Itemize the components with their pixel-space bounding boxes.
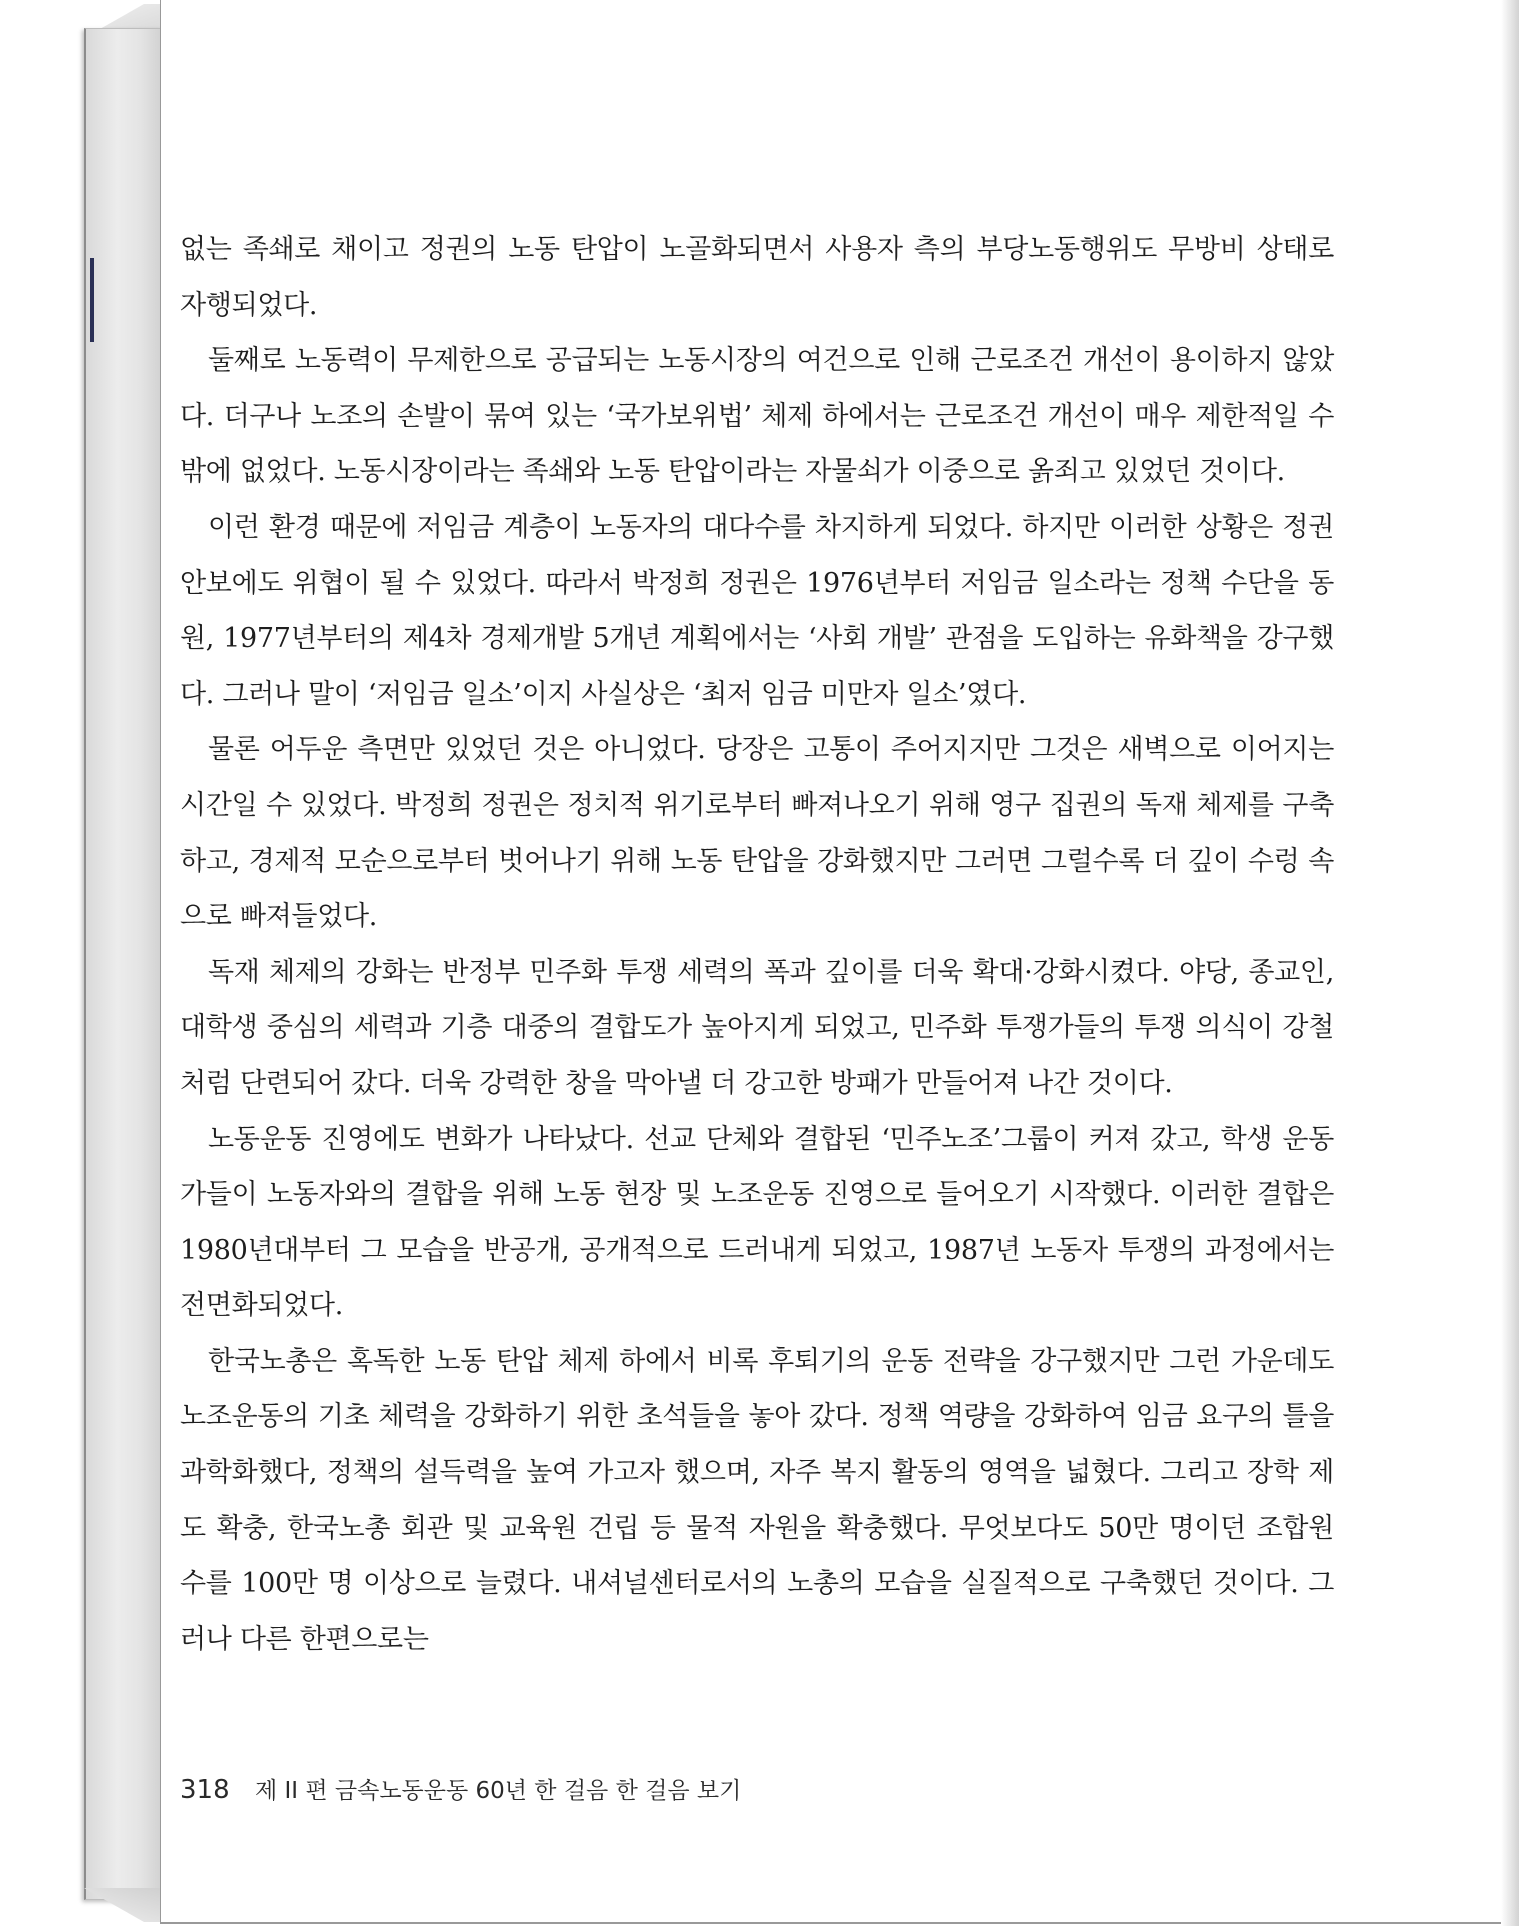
paragraph-1: 없는 족쇄로 채이고 정권의 노동 탄압이 노골화되면서 사용자 측의 부당노동행위도 무방비 상태로 자행되었다. <box>180 234 1334 321</box>
paragraph-6: 노동운동 진영에도 변화가 나타났다. 선교 단체와 결합된 ‘민주노조’그룹이 커져 갔고, 학생 운동가들이 노동자와의 결합을 위해 노동 현장 및 노조운동 진영으로 들어오기 시작했다. 이러한 결합은 1980년대부터 그 모습을 반공개, 공개적으로 드러내게 되었고, 1987년 노동자 투쟁의 과정에서는 전면화되었다. <box>180 1123 1334 1322</box>
page-number: 318 <box>180 1775 230 1805</box>
paragraph-5: 독재 체제의 강화는 반정부 민주화 투쟁 세력의 폭과 깊이를 더욱 확대·강화시켰다. 야당, 종교인, 대학생 중심의 세력과 기층 대중의 결합도가 높아지게 되었고, 민주화 투쟁가들의 투쟁 의식이 강철처럼 단련되어 갔다. 더욱 강력한 창을 막아낼 더 강고한 방패가 만들어져 나간 것이다. <box>180 956 1334 1099</box>
book-spine <box>84 28 164 1900</box>
body-text <box>180 222 1334 1667</box>
paragraph-2: 둘째로 노동력이 무제한으로 공급되는 노동시장의 여건으로 인해 근로조건 개선이 용이하지 않았다. 더구나 노조의 손발이 묶여 있는 ‘국가보위법’ 체제 하에서는 근로조건 개선이 매우 제한적일 수밖에 없었다. 노동시장이라는 족쇄와 노동 탄압이라는 자물쇠가 이중으로 옭죄고 있었던 것이다. <box>180 345 1334 488</box>
paragraph-3: 이런 환경 때문에 저임금 계층이 노동자의 대다수를 차지하게 되었다. 하지만 이러한 상황은 정권 안보에도 위협이 될 수 있었다. 따라서 박정희 정권은 1976년부터 저임금 일소라는 정책 수단을 동원, 1977년부터의 제4차 경제개발 5개년 계획에서는 ‘사회 개발’ 관점을 도입하는 유화책을 강구했다. 그러나 말이 ‘저임금 일소’이지 사실상은 ‘최저 임금 미만자 일소’였다. <box>180 511 1334 710</box>
paragraph-4: 물론 어두운 측면만 있었던 것은 아니었다. 당장은 고통이 주어지지만 그것은 새벽으로 이어지는 시간일 수 있었다. 박정희 정권은 정치적 위기로부터 빠져나오기 위해 영구 집권의 독재 체제를 구축하고, 경제적 모순으로부터 벗어나기 위해 노동 탄압을 강화했지만 그러면 그럴수록 더 깊이 수렁 속으로 빠져들었다. <box>180 734 1334 933</box>
page-footer <box>180 1772 741 1805</box>
page-edge-shadow <box>1501 0 1519 1926</box>
paragraph-7: 한국노총은 혹독한 노동 탄압 체제 하에서 비록 후퇴기의 운동 전략을 강구했지만 그런 가운데도 노조운동의 기초 체력을 강화하기 위한 초석들을 놓아 갔다. 정책 역량을 강화하여 임금 요구의 틀을 과학화했다, 정책의 설득력을 높여 가고자 했으며, 자주 복지 활동의 영역을 넓혔다. 그리고 장학 제도 확충, 한국노총 회관 및 교육원 건립 등 물적 자원을 확충했다. 무엇보다도 50만 명이던 조합원 수를 100만 명 이상으로 늘렸다. 내셔널센터로서의 노총의 모습을 실질적으로 구축했던 것이다. 그러나 다른 한편으로는 <box>180 1345 1334 1655</box>
bookmark-ribbon <box>90 258 94 342</box>
book-spine-bottom <box>84 1888 162 1922</box>
running-footer-title: 제 II 편 금속노동운동 60년 한 걸음 한 걸음 보기 <box>254 1778 742 1804</box>
